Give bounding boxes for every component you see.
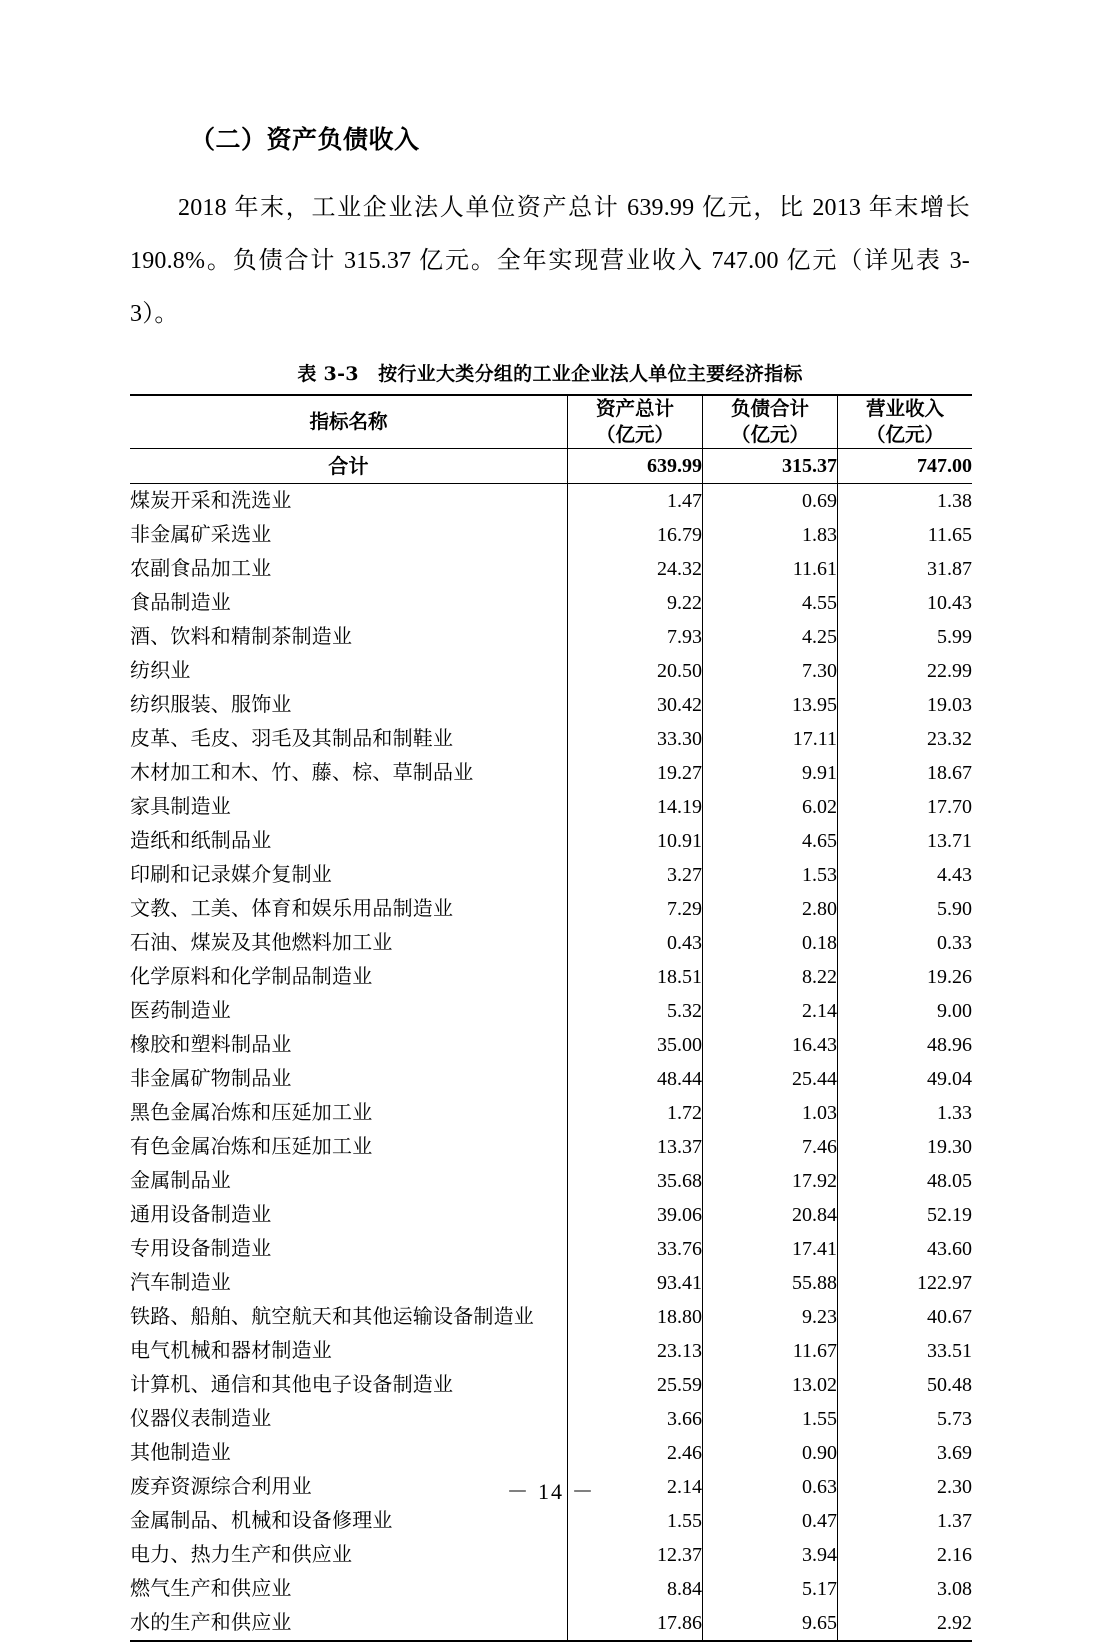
row-revenue: 10.43: [838, 586, 973, 620]
row-liabilities: 2.14: [703, 994, 838, 1028]
row-revenue: 5.73: [838, 1402, 973, 1436]
row-assets: 13.37: [568, 1130, 703, 1164]
table-row: [130, 1198, 972, 1232]
row-revenue: 9.00: [838, 994, 973, 1028]
row-liabilities: 1.55: [703, 1402, 838, 1436]
table-row: [130, 586, 972, 620]
row-label: 酒、饮料和精制茶制造业: [130, 626, 353, 648]
row-label: 农副食品加工业: [130, 558, 272, 580]
section-paragraph: [130, 182, 970, 341]
table-row: [130, 722, 972, 756]
row-assets: 2.14: [568, 1470, 703, 1504]
row-liabilities: 7.46: [703, 1130, 838, 1164]
row-label: 纺织业: [130, 660, 191, 682]
row-label: 电气机械和器材制造业: [130, 1340, 332, 1362]
row-liabilities: 16.43: [703, 1028, 838, 1062]
row-label: 印刷和记录媒介复制业: [130, 864, 332, 886]
economic-indicators-table: [130, 394, 972, 1642]
row-assets: 48.44: [568, 1062, 703, 1096]
table-total-row: [130, 449, 972, 484]
row-assets: 3.66: [568, 1402, 703, 1436]
row-revenue: 2.30: [838, 1470, 973, 1504]
row-assets: 33.76: [568, 1232, 703, 1266]
table-row: [130, 1334, 972, 1368]
row-assets: 1.72: [568, 1096, 703, 1130]
row-liabilities: 0.90: [703, 1436, 838, 1470]
table-row: [130, 1504, 972, 1538]
row-assets: 23.13: [568, 1334, 703, 1368]
row-revenue: 13.71: [838, 824, 973, 858]
row-liabilities: 0.18: [703, 926, 838, 960]
table-row: [130, 1028, 972, 1062]
table-row: [130, 926, 972, 960]
total-row-revenue: 747.00: [838, 449, 973, 484]
row-liabilities: 17.11: [703, 722, 838, 756]
column-header-liabilities-line1: 负债合计: [730, 397, 809, 420]
row-liabilities: 6.02: [703, 790, 838, 824]
row-liabilities: 0.47: [703, 1504, 838, 1538]
row-liabilities: 17.92: [703, 1164, 838, 1198]
row-liabilities: 11.61: [703, 552, 838, 586]
table-row: [130, 960, 972, 994]
row-label: 木材加工和木、竹、藤、棕、草制品业: [130, 762, 474, 784]
row-label: 皮革、毛皮、羽毛及其制品和制鞋业: [130, 728, 454, 750]
table-row: [130, 1232, 972, 1266]
column-header-assets-line1: 资产总计: [595, 397, 674, 420]
row-revenue: 52.19: [838, 1198, 973, 1232]
row-label: 家具制造业: [130, 796, 231, 818]
table-caption: 表 3-3 按行业大类分组的工业企业法人单位主要经济指标: [297, 363, 803, 385]
row-revenue: 33.51: [838, 1334, 973, 1368]
row-revenue: 50.48: [838, 1368, 973, 1402]
row-assets: 7.29: [568, 892, 703, 926]
row-assets: 5.32: [568, 994, 703, 1028]
column-header-liabilities: [703, 395, 838, 449]
row-label: 化学原料和化学制品制造业: [130, 966, 373, 988]
row-label: 煤炭开采和洗选业: [130, 490, 292, 512]
row-revenue: 48.05: [838, 1164, 973, 1198]
column-header-assets: [568, 395, 703, 449]
table-row: [130, 994, 972, 1028]
row-liabilities: 13.02: [703, 1368, 838, 1402]
row-label: 铁路、船舶、航空航天和其他运输设备制造业: [130, 1306, 534, 1328]
row-assets: 14.19: [568, 790, 703, 824]
table-row: [130, 756, 972, 790]
row-assets: 35.00: [568, 1028, 703, 1062]
page-content: [130, 120, 970, 1642]
table-row: [130, 1538, 972, 1572]
row-assets: 16.79: [568, 518, 703, 552]
table-row: [130, 484, 972, 519]
row-liabilities: 8.22: [703, 960, 838, 994]
row-revenue: 22.99: [838, 654, 973, 688]
row-label: 黑色金属冶炼和压延加工业: [130, 1102, 373, 1124]
row-assets: 17.86: [568, 1606, 703, 1641]
row-liabilities: 3.94: [703, 1538, 838, 1572]
row-label: 水的生产和供应业: [130, 1606, 568, 1641]
table-row: [130, 1266, 972, 1300]
row-liabilities: 5.17: [703, 1572, 838, 1606]
table-row: [130, 1368, 972, 1402]
row-liabilities: 9.65: [703, 1606, 838, 1641]
row-revenue: 18.67: [838, 756, 973, 790]
row-label: 橡胶和塑料制品业: [130, 1034, 292, 1056]
row-liabilities: 17.41: [703, 1232, 838, 1266]
row-revenue: 4.43: [838, 858, 973, 892]
row-label: 有色金属冶炼和压延加工业: [130, 1136, 373, 1158]
row-liabilities: 0.69: [703, 484, 838, 519]
row-assets: 93.41: [568, 1266, 703, 1300]
row-liabilities: 4.65: [703, 824, 838, 858]
table-row: [130, 1436, 972, 1470]
row-liabilities: 2.80: [703, 892, 838, 926]
row-assets: 0.43: [568, 926, 703, 960]
row-liabilities: 4.25: [703, 620, 838, 654]
table-row: [130, 1606, 972, 1641]
row-label: 仪器仪表制造业: [130, 1408, 272, 1430]
table-row: [130, 858, 972, 892]
table-row: [130, 654, 972, 688]
row-liabilities: 55.88: [703, 1266, 838, 1300]
row-label: 其他制造业: [130, 1442, 231, 1464]
row-assets: 1.55: [568, 1504, 703, 1538]
row-label: 医药制造业: [130, 1000, 231, 1022]
table-header: [130, 395, 972, 449]
row-liabilities: 1.83: [703, 518, 838, 552]
row-revenue: 1.37: [838, 1504, 973, 1538]
table-row: [130, 892, 972, 926]
row-revenue: 19.26: [838, 960, 973, 994]
row-assets: 19.27: [568, 756, 703, 790]
column-header-revenue-line1: 营业收入: [865, 397, 944, 420]
column-header-revenue: [838, 395, 973, 449]
paragraph-text: 2018 年末，工业企业法人单位资产总计 639.99 亿元，比 2013 年末增长 190.8%。负债合计 315.37 亿元。全年实现营业收入 747.00 亿元（详见表 3-3）。: [130, 195, 970, 327]
column-header-assets-line2: （亿元）: [595, 423, 674, 446]
row-assets: 10.91: [568, 824, 703, 858]
row-revenue: 2.92: [838, 1606, 973, 1641]
table-row: [130, 1096, 972, 1130]
row-revenue: 122.97: [838, 1266, 973, 1300]
table-row: [130, 1572, 972, 1606]
row-revenue: 2.16: [838, 1538, 973, 1572]
row-assets: 30.42: [568, 688, 703, 722]
table-row: [130, 620, 972, 654]
row-label: 纺织服装、服饰业: [130, 694, 292, 716]
row-assets: 7.93: [568, 620, 703, 654]
row-label: 计算机、通信和其他电子设备制造业: [130, 1374, 454, 1396]
row-liabilities: 7.30: [703, 654, 838, 688]
row-liabilities: 20.84: [703, 1198, 838, 1232]
row-liabilities: 9.91: [703, 756, 838, 790]
row-assets: 1.47: [568, 484, 703, 519]
row-revenue: 11.65: [838, 518, 973, 552]
page-footer: － 14 －: [506, 1479, 596, 1504]
row-revenue: 0.33: [838, 926, 973, 960]
total-row-label: 合计: [130, 449, 568, 484]
row-label: 石油、煤炭及其他燃料加工业: [130, 932, 393, 954]
row-assets: 39.06: [568, 1198, 703, 1232]
row-assets: 18.80: [568, 1300, 703, 1334]
table-row: [130, 1062, 972, 1096]
row-revenue: 40.67: [838, 1300, 973, 1334]
row-revenue: 1.38: [838, 484, 973, 519]
row-label: 非金属矿物制品业: [130, 1068, 292, 1090]
row-assets: 18.51: [568, 960, 703, 994]
row-label: 非金属矿采选业: [130, 524, 272, 546]
row-liabilities: 11.67: [703, 1334, 838, 1368]
row-label: 专用设备制造业: [130, 1238, 272, 1260]
row-assets: 3.27: [568, 858, 703, 892]
row-label: 废弃资源综合利用业: [130, 1476, 312, 1498]
table-row: [130, 1300, 972, 1334]
row-assets: 20.50: [568, 654, 703, 688]
row-liabilities: 9.23: [703, 1300, 838, 1334]
row-liabilities: 1.53: [703, 858, 838, 892]
row-liabilities: 4.55: [703, 586, 838, 620]
table-row: [130, 824, 972, 858]
table-row: [130, 1164, 972, 1198]
column-header-liabilities-line2: （亿元）: [730, 423, 809, 446]
row-assets: 8.84: [568, 1572, 703, 1606]
total-row-liabilities: 315.37: [703, 449, 838, 484]
table-header-row: [130, 395, 972, 449]
row-assets: 9.22: [568, 586, 703, 620]
row-liabilities: 0.63: [703, 1470, 838, 1504]
row-assets: 33.30: [568, 722, 703, 756]
row-liabilities: 13.95: [703, 688, 838, 722]
column-header-indicator: 指标名称: [130, 395, 568, 449]
table-row: [130, 518, 972, 552]
column-header-revenue-line2: （亿元）: [865, 423, 944, 446]
row-label: 金属制品、机械和设备修理业: [130, 1510, 393, 1532]
row-label: 电力、热力生产和供应业: [130, 1544, 353, 1566]
row-label: 汽车制造业: [130, 1272, 231, 1294]
row-revenue: 19.03: [838, 688, 973, 722]
row-label: 食品制造业: [130, 592, 231, 614]
row-revenue: 17.70: [838, 790, 973, 824]
row-revenue: 3.69: [838, 1436, 973, 1470]
row-label: 通用设备制造业: [130, 1204, 272, 1226]
row-revenue: 5.99: [838, 620, 973, 654]
row-label: 造纸和纸制品业: [130, 830, 272, 852]
table-row: [130, 688, 972, 722]
row-revenue: 48.96: [838, 1028, 973, 1062]
row-assets: 24.32: [568, 552, 703, 586]
table-row: [130, 1402, 972, 1436]
table-row: [130, 1130, 972, 1164]
row-assets: 2.46: [568, 1436, 703, 1470]
row-revenue: 5.90: [838, 892, 973, 926]
table-body: [130, 449, 972, 1642]
row-assets: 25.59: [568, 1368, 703, 1402]
row-label: 文教、工美、体育和娱乐用品制造业: [130, 898, 454, 920]
row-liabilities: 25.44: [703, 1062, 838, 1096]
row-revenue: 49.04: [838, 1062, 973, 1096]
row-revenue: 23.32: [838, 722, 973, 756]
table-row: [130, 552, 972, 586]
row-revenue: 43.60: [838, 1232, 973, 1266]
row-label: 金属制品业: [130, 1170, 231, 1192]
row-liabilities: 1.03: [703, 1096, 838, 1130]
row-revenue: 3.08: [838, 1572, 973, 1606]
row-revenue: 31.87: [838, 552, 973, 586]
row-revenue: 1.33: [838, 1096, 973, 1130]
row-label: 燃气生产和供应业: [130, 1578, 292, 1600]
row-revenue: 19.30: [838, 1130, 973, 1164]
row-assets: 12.37: [568, 1538, 703, 1572]
total-row-assets: 639.99: [568, 449, 703, 484]
table-row: [130, 790, 972, 824]
section-heading: （二）资产负债收入: [190, 125, 420, 154]
row-assets: 35.68: [568, 1164, 703, 1198]
